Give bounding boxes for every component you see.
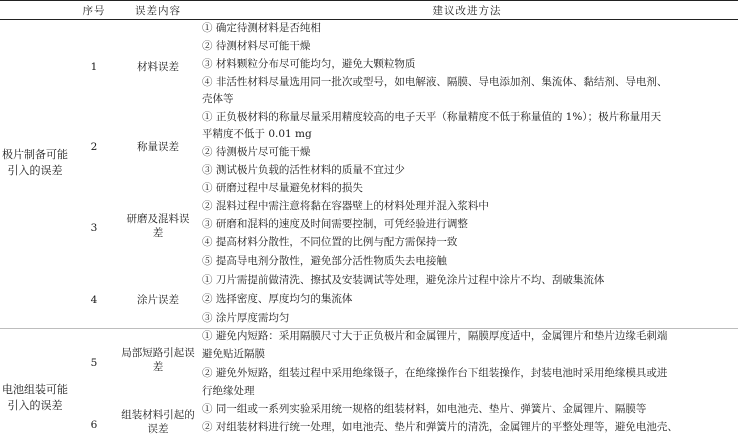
method-line: 避免贴近隔膜 [202,348,265,360]
row-error-type: 组装材料引起的误差 [121,409,195,435]
row-seq: 3 [90,222,98,234]
row-seq: 5 [90,357,98,369]
method-line: ③ 研磨和混料的速度及时间需要控制，可凭经验进行调整 [202,218,468,230]
header-method: 建议改进方法 [432,5,502,17]
method-line: ② 对组装材料进行统一处理，如电池壳、垫片和弹簧片的清洗，金属锂片的平整处理等，避免电池壳、 [202,421,678,433]
method-line: ① 研磨过程中尽量避免材料的损失 [202,182,363,194]
row-error-type: 涂片误差 [137,294,179,306]
method-line: ② 待测极片尽可能干燥 [202,146,311,158]
method-line: 行绝缘处理 [202,385,255,397]
header-bottom-rule [0,19,738,20]
group-label-assembly: 电池组装可能引入的误差 [2,383,68,412]
row-seq: 6 [90,419,98,431]
method-line: ② 待测材料尽可能干燥 [202,40,311,52]
method-line: ⑤ 提高导电剂分散性，避免部分活性物质失去电接触 [202,255,447,267]
group-label-electrode: 极片制备可能引入的误差 [2,148,68,177]
method-line: ③ 测试极片负载的活性材料的质量不宜过少 [202,164,405,176]
row-seq: 1 [90,61,98,73]
method-line: ① 刀片需提前做清洗、擦拭及安装调试等处理，避免涂片过程中涂片不均、刮破集流体 [202,274,605,286]
method-line: ② 选择密度、厚度均匀的集流体 [202,293,353,305]
method-line: ① 避免内短路：采用隔膜尺寸大于正负极片和金属锂片，隔膜厚度适中，金属锂片和垫片边缘毛刺端 [202,330,668,342]
header-error-type: 误差内容 [135,5,181,17]
row-seq: 4 [90,294,98,306]
row-seq: 2 [90,141,98,153]
method-line: ① 确定待测材料是否纯相 [202,22,321,34]
table-top-rule [0,0,738,1]
method-line: ④ 提高材料分散性，不同位置的比例与配方需保持一致 [202,236,458,248]
method-line: ③ 涂片厚度需均匀 [202,312,290,324]
header-seq: 序号 [82,5,106,17]
method-line: ④ 非活性材料尽量选用同一批次或型号，如电解液、隔膜、导电添加剂、集流体、黏结剂、导电剂、 [202,76,668,88]
method-line: 平精度不低于 0.01 mg [202,128,312,140]
method-line: ③ 材料颗粒分布尽可能均匀，避免大颗粒物质 [202,58,416,70]
method-line: 壳体等 [202,93,234,105]
row-error-type: 材料误差 [137,61,179,73]
method-line: ② 避免外短路，组装过程中采用绝缘镊子，在绝缘操作台下组装操作，封装电池时采用绝缘模具或进 [202,367,668,379]
method-line: ② 混料过程中需注意将黏在容器壁上的材料处理并混入浆料中 [202,200,489,212]
row-error-type: 研磨及混料误差 [126,213,190,239]
row-error-type: 局部短路引起误差 [121,347,195,373]
method-line: ① 同一组或一系列实验采用统一规格的组装材料，如电池壳、垫片、弹簧片、金属锂片、隔膜等 [202,403,647,415]
row-error-type: 称量误差 [137,141,179,153]
method-line: ① 正负极材料的称量尽量采用精度较高的电子天平（称量精度不低于称量值的 1%）；极片称量用天 [202,111,662,123]
